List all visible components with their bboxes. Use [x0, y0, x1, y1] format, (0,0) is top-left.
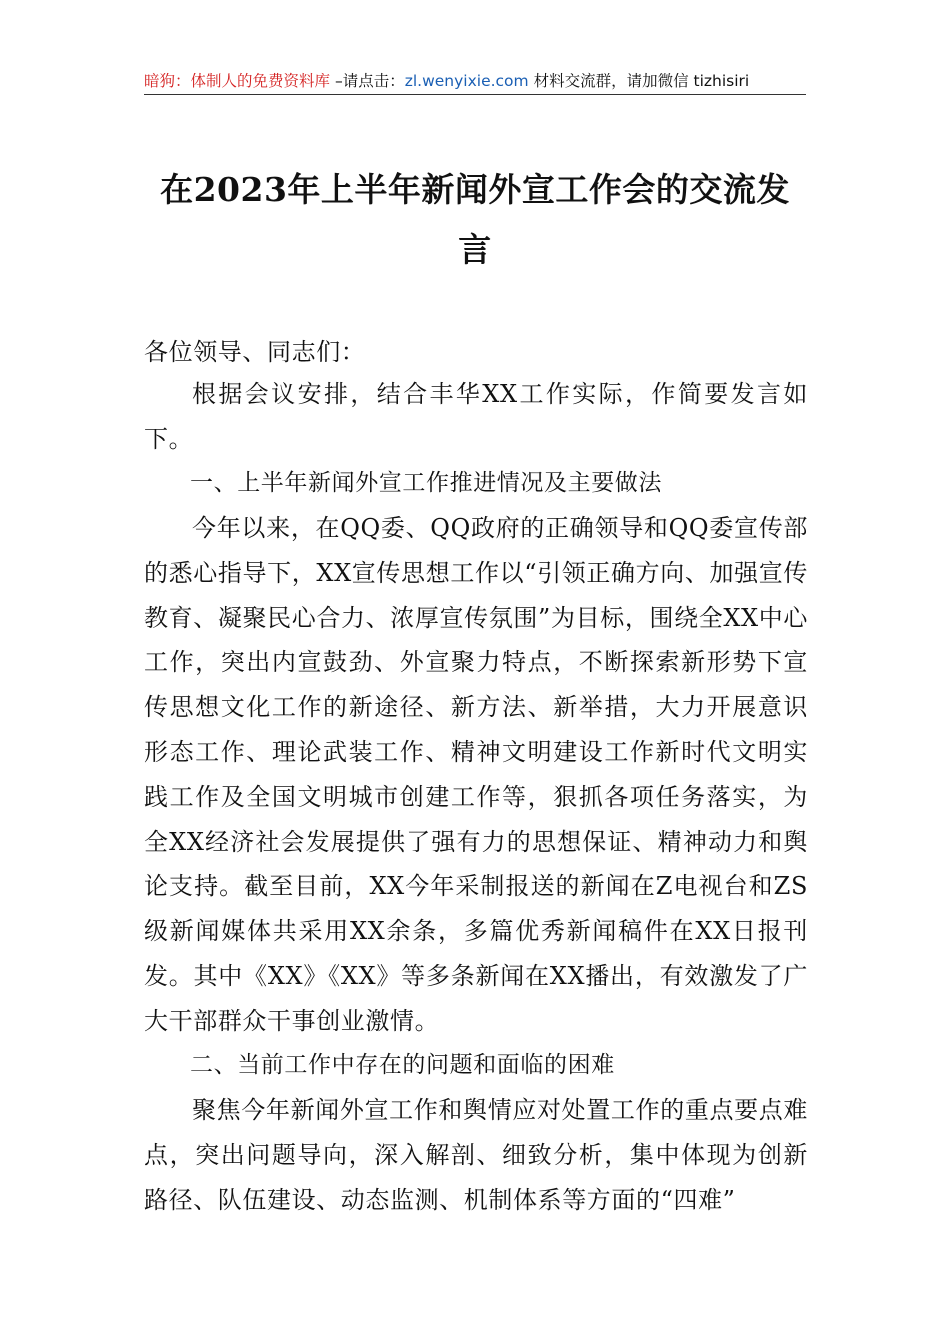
document-title: 在2023年上半年新闻外宣工作会的交流发言	[160, 170, 790, 269]
header-url-link[interactable]: zl.wenyixie.com	[404, 72, 529, 90]
header-click-prompt: –请点击：	[330, 72, 405, 90]
header-site-label: 暗狗：体制人的免费资料库	[144, 72, 331, 90]
section-2-heading: 二、当前工作中存在的问题和面临的困难	[190, 1052, 615, 1078]
section-1-heading: 一、上半年新闻外宣工作推进情况及主要做法	[190, 470, 662, 496]
intro-paragraph: 根据会议安排，结合丰华XX工作实际，作简要发言如下。	[144, 380, 808, 453]
page-header	[144, 68, 806, 94]
header-group-note: 材料交流群，请加微信 tizhisiri	[528, 72, 750, 90]
header-divider	[144, 94, 806, 95]
section-1-paragraph: 今年以来，在QQ委、QQ政府的正确领导和QQ委宣传部的悉心指导下，XX宣传思想工作以“引领正确方向、加强宣传教育、凝聚民心合力、浓厚宣传氛围”为目标，围绕全XX中心工作，突出内宣鼓劲、外宣聚力特点，不断探索新形势下宣传思想文化工作的新途径、新方法、新举措，大力开展意识形态工作、理论武装工作、精神文明建设工作新时代文明实践工作及全国文明城市创建工作等，狠抓各项任务落实，为全XX经济社会发展提供了强有力的思想保证、精神动力和舆论支持。截至目前，XX今年采制报送的新闻在Z电视台和ZS级新闻媒体共采用XX余条，多篇优秀新闻稿件在XX日报刊发。其中《XX》《XX》等多条新闻在XX播出，有效激发了广大干部群众干事创业激情。	[144, 514, 808, 1035]
salutation: 各位领导、同志们：	[144, 338, 366, 366]
section-2-paragraph: 聚焦今年新闻外宣工作和舆情应对处置工作的重点要点难点，突出问题导向，深入解剖、细致分析，集中体现为创新路径、队伍建设、动态监测、机制体系等方面的“四难”	[144, 1096, 808, 1214]
